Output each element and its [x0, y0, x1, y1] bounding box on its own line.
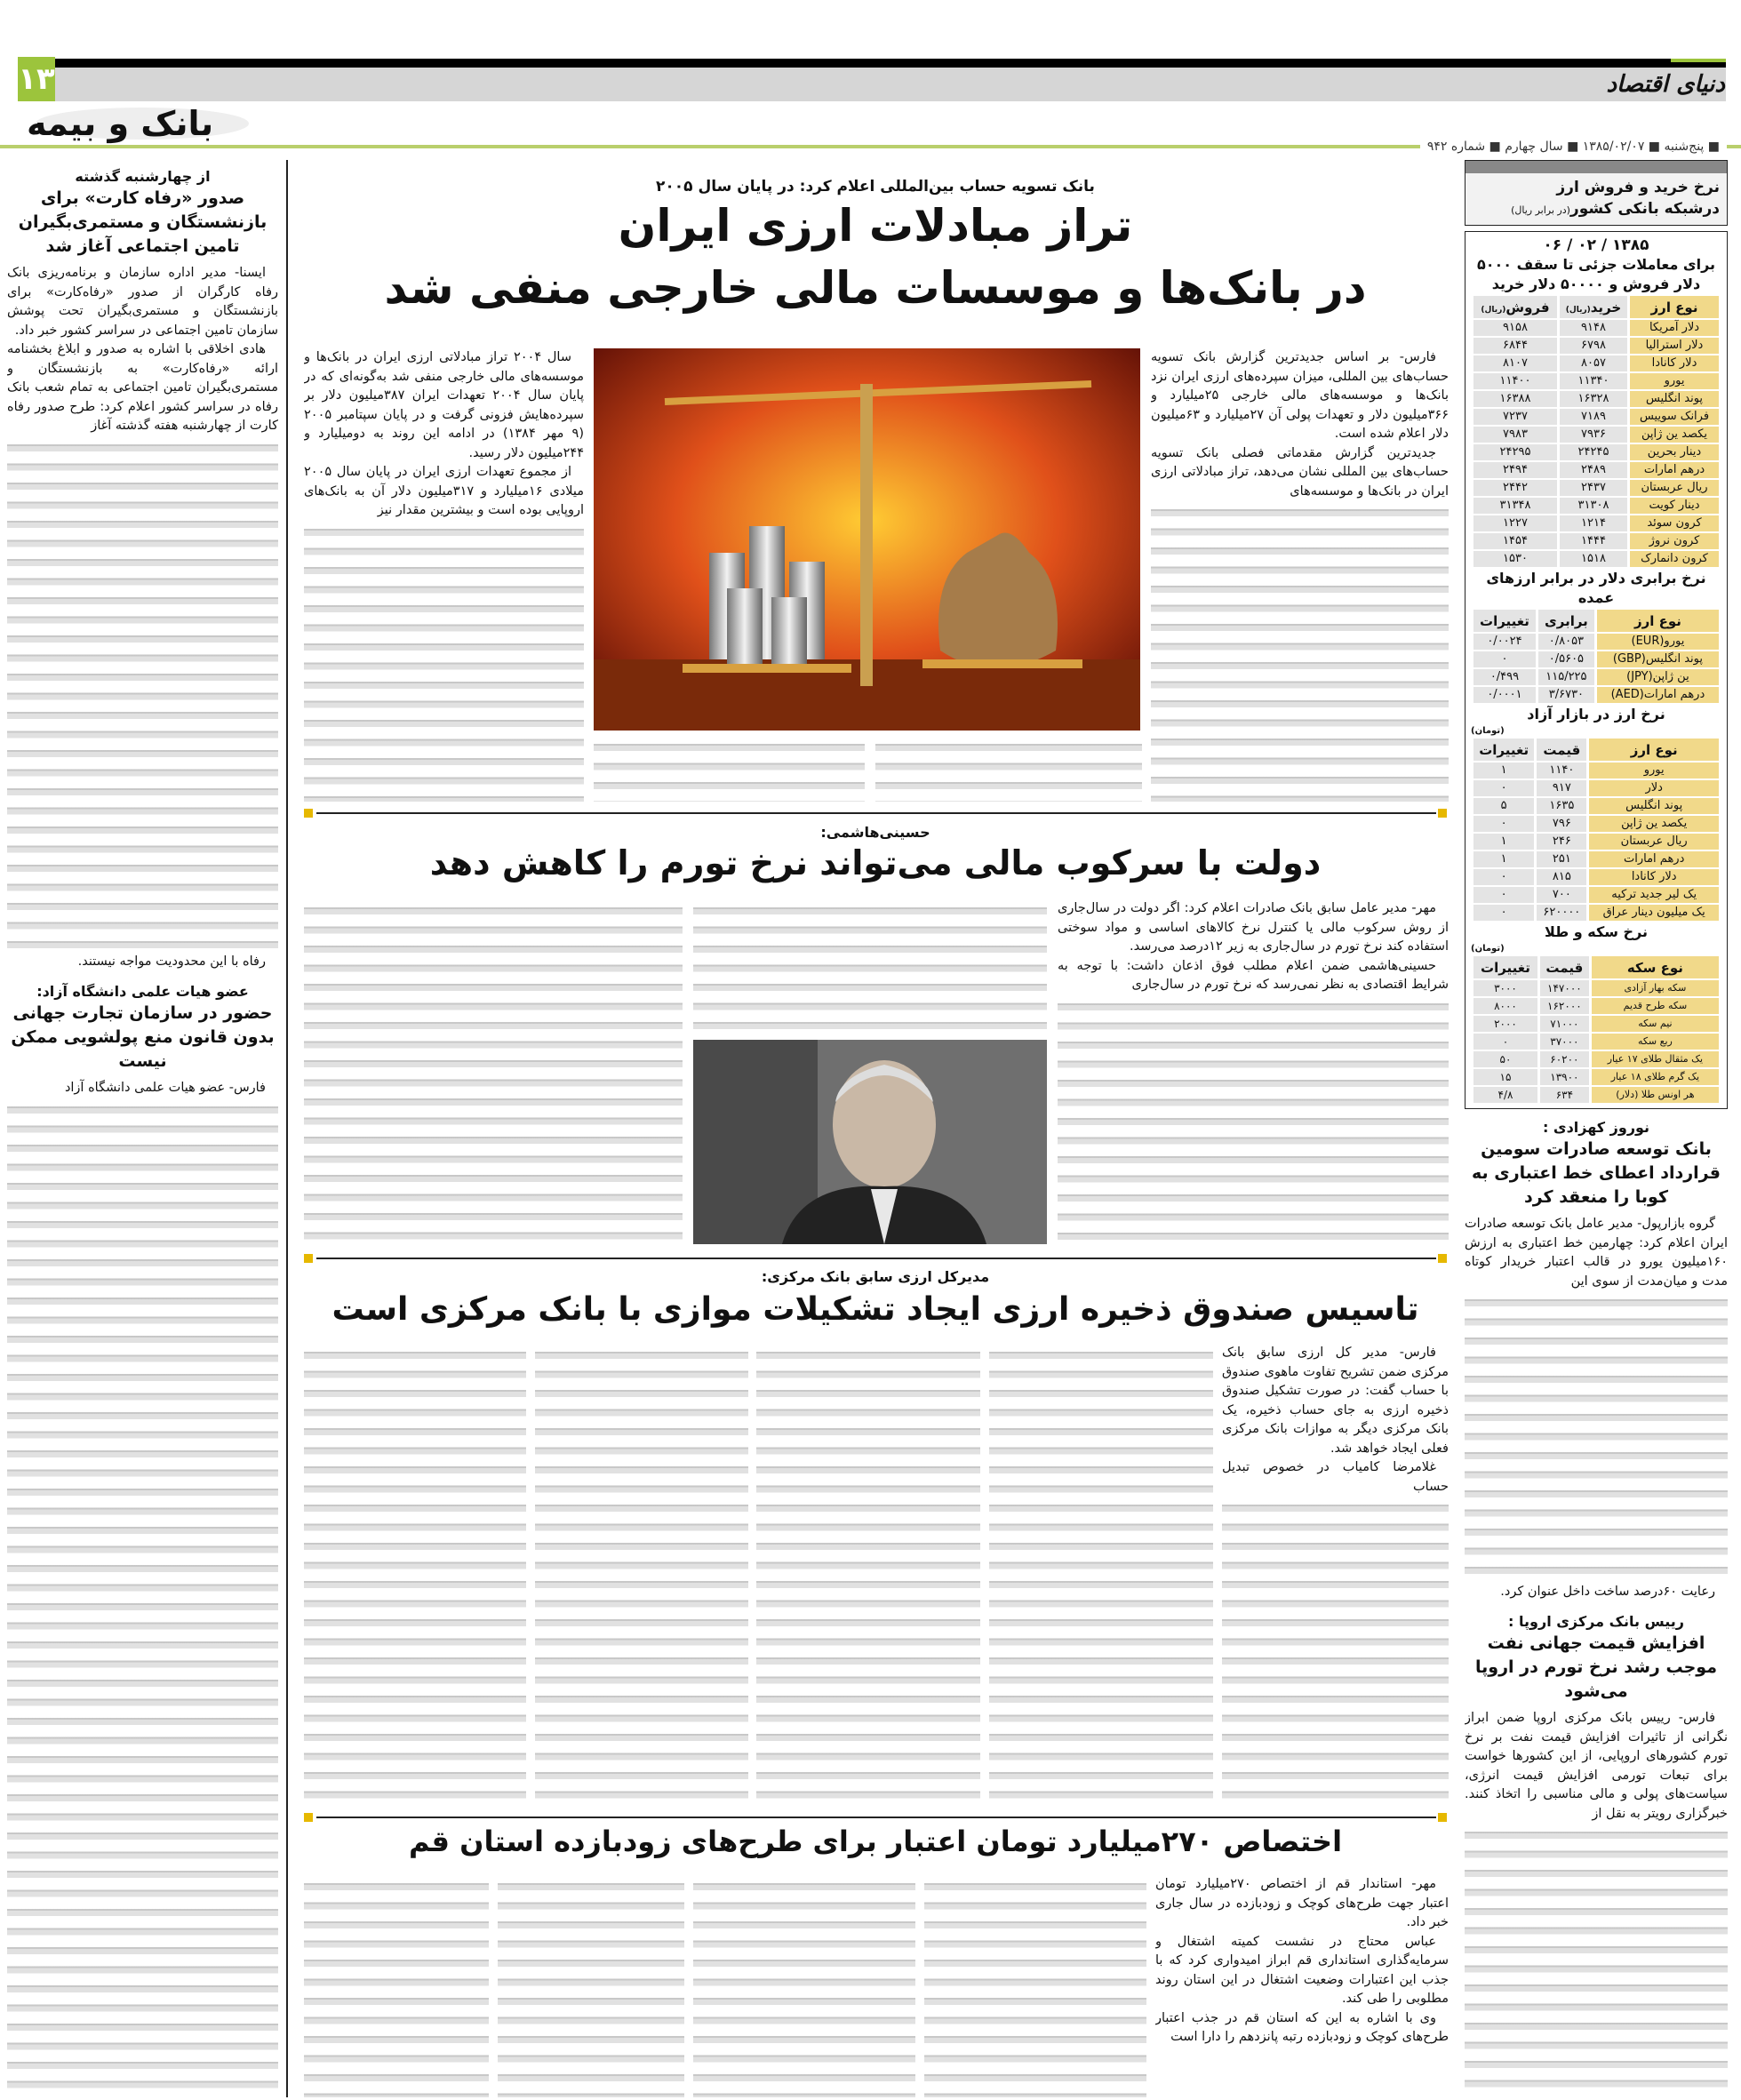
rate-value: ۰ [1473, 1034, 1537, 1050]
table-row [1473, 905, 1719, 921]
newspaper-logo: دنیای اقتصاد [1606, 71, 1725, 98]
table-row [1473, 634, 1719, 650]
paragraph: مهر- استاندار قم از اختصاص ۲۷۰میلیارد تومان اعتبار جهت طرح‌های کوچک و زودبازده در سال جاری خبر داد. [1155, 1877, 1449, 1929]
article-body-col [535, 1344, 748, 1806]
photo-scale-coins [594, 348, 1140, 731]
dateline: ■ پنج‌شنبه ■ ۱۳۸۵/۰۲/۰۷ ■ سال چهارم ■ شماره ۹۴۲ [1420, 138, 1727, 156]
article-kicker: عضو هیات علمی دانشگاه آزاد: [36, 983, 249, 1000]
article-cuba-credit [1465, 1118, 1728, 1601]
text-lines [304, 901, 683, 1246]
rate-value: ۱۴۵۴ [1473, 533, 1557, 549]
text-lines [756, 1345, 980, 1806]
rate-value: ۰ [1473, 887, 1534, 903]
table-row [1473, 391, 1719, 407]
rate-value: ۲۰۰۰ [1473, 1016, 1537, 1032]
photo-hosseini-hashemi [693, 1040, 1047, 1244]
col-header: برابری [1538, 610, 1594, 632]
article-kicker: نوروز کهزادی : [1542, 1119, 1650, 1136]
rate-value: ۱۲۱۴ [1560, 515, 1627, 531]
rate-value: ۸۰۰۰ [1473, 998, 1537, 1014]
rate-value: ۹۱۵۸ [1473, 320, 1557, 336]
rate-value: ۱۱۴۰ [1537, 763, 1586, 779]
article-headline: صدور «رفاه کارت» برای بازنشستگان و مستمری‌بگیران تامین اجتماعی آغاز شد [18, 188, 268, 256]
separator-marker [1438, 1254, 1447, 1263]
rates-date: ۱۳۸۵ / ۰۲ / ۰۶ [1543, 236, 1649, 254]
article-kicker: مدیرکل ارزی سابق بانک مرکزی: [761, 1268, 990, 1285]
table-row [1473, 444, 1719, 460]
rate-value: ۹۱۷ [1537, 780, 1586, 796]
rate-value: ۲۴۸۹ [1560, 462, 1627, 478]
table-row [1473, 355, 1719, 371]
rate-value: ۱۶۳۵ [1537, 798, 1586, 814]
table-row [1473, 1051, 1719, 1067]
currency-name: پوند انگلیس [1630, 391, 1719, 407]
rate-value: ۰/۵۶۰۵ [1538, 651, 1594, 667]
currency-name: هر اونس طلا (دلار) [1592, 1087, 1719, 1103]
rate-value: ۱۶۲۰۰۰ [1540, 998, 1589, 1014]
text-lines [693, 1877, 915, 2097]
currency-name: دلار کانادا [1630, 355, 1719, 371]
rate-value: ۱۴۴۴ [1560, 533, 1627, 549]
paragraph: عباس محتاج در نشست کمیته اشتغال و سرمایه‌گذاری استانداری قم ابراز امیدواری کرد که با جذب این اعتبارات وضعیت اشتغال در این استان روند مطلوبی را طی کند. [1155, 1934, 1449, 2006]
currency-name: دینار کویت [1630, 498, 1719, 514]
table-row [1473, 869, 1719, 885]
rate-value: ۸۱۰۷ [1473, 355, 1557, 371]
article-headline: اختصاص ۲۷۰میلیارد تومان اعتبار برای طرح‌های زودبازده استان قم [408, 1825, 1343, 1858]
rate-value: ۶۲۰۰۰۰ [1537, 905, 1586, 921]
right-column [1465, 160, 1728, 2096]
table-row [1473, 763, 1719, 779]
article-body-col [693, 899, 1047, 1033]
currency-name: یورو [1589, 763, 1719, 779]
table-row [1473, 338, 1719, 354]
rate-value: ۸۰۵۷ [1560, 355, 1627, 371]
rate-value: ۶۷۹۸ [1560, 338, 1627, 354]
table-row [1473, 409, 1719, 425]
rates-note: برای معاملات جزئی تا سقف ۵۰۰۰ دلار فروش و ۵۰۰۰۰ دلار خرید [1476, 256, 1716, 292]
table-row [1473, 816, 1719, 832]
rate-value: ۷۹۶ [1537, 816, 1586, 832]
article-oil-inflation [1465, 1612, 1728, 2096]
rate-value: ۶۰۲۰۰ [1540, 1051, 1589, 1067]
rate-value: ۱ [1473, 763, 1534, 779]
col-header: نوع ارز [1630, 296, 1719, 318]
article-separator [316, 812, 1436, 814]
article-headline: بانک توسعه صادرات سومین قرارداد اعطای خط اعتباری به کوبا را منعقد کرد [1472, 1139, 1721, 1207]
rate-value: ۷۲۳۷ [1473, 409, 1557, 425]
rate-value: ۰ [1473, 780, 1534, 796]
table-row [1473, 834, 1719, 850]
paragraph: مهر- مدیر عامل سابق بانک صادرات اعلام کرد: اگر دولت در سال‌جاری از روش سرکوب مالی یا کنترل نرخ کالاهای اساسی و مواد سوختی استفاده کند نرخ تورم در سال‌جاری به زیر ۱۲درصد می‌رسد. [1058, 901, 1449, 954]
article-headline-line2: در بانک‌ها و موسسات مالی خارجی منفی شد [384, 262, 1367, 314]
rate-value: ۰/۰۰۲۴ [1473, 634, 1536, 650]
rate-value: ۹۱۴۸ [1560, 320, 1627, 336]
article-money-laundering [7, 982, 278, 2096]
rate-value: ۲۴۴۲ [1473, 480, 1557, 496]
paragraph: رفاه با این محدودیت مواجه نیستند. [77, 954, 266, 969]
article-body-col [304, 899, 683, 1246]
table-row [1473, 551, 1719, 567]
col-header-label: خرید [1590, 299, 1622, 315]
paragraph: گروه بازارپول- مدیر عامل بانک توسعه صادرات ایران اعلام کرد: چهارمین خط اعتباری به ارزش ۱۶۰میلیون یورو در قالب اعتبار خریدار کوتاه مدت و میان‌مدت از سوی این [1465, 1217, 1728, 1289]
currency-name: یورو(EUR) [1597, 634, 1719, 650]
text-lines [1151, 503, 1449, 802]
paragraph: فارس- رییس بانک مرکزی اروپا ضمن ابراز نگرانی از تاثیرات افزایش قیمت نفت بر نرخ تورم کشورهای اروپایی، از این کشورها خواست برای تبعات تورمی افزایش قیمت انرژی، سیاست‌های پولی و مالی مناسبی را اتخاذ کنند. خبرگزاری رویتر به نقل از [1465, 1711, 1728, 1821]
table-row [1473, 887, 1719, 903]
article-kicker: بانک تسویه حساب بین‌المللی اعلام کرد: در پایان سال ۲۰۰۵ [656, 178, 1095, 196]
free-market-title: نرخ ارز در بازار آزاد [1527, 706, 1665, 723]
coin-table [1471, 954, 1721, 1105]
currency-name: سکه بهار آزادی [1592, 980, 1719, 996]
currency-name: کرون دانمارک [1630, 551, 1719, 567]
currency-name: فرانک سوییس [1630, 409, 1719, 425]
header-black-bar [55, 59, 1726, 68]
col-header: نوع سکه [1592, 956, 1719, 978]
paragraph: سال ۲۰۰۴ تراز مبادلاتی ارزی ایران در بانک‌ها و موسسه‌های مالی خارجی منفی شد به‌گونه‌ای که در پایان سال ۲۰۰۴ تعهدات ایران ۳۸۷میلیون دلار بر سپرده‌هایش فزونی گرفت و در پایان سپتامبر ۲۰۰۵ (۹ مهر ۱۳۸۴) در ادامه این روند به دومیلیارد و ۲۴۴میلیون دلار رسید. [304, 350, 584, 460]
rates-table-box [1465, 231, 1728, 1109]
table-row [1473, 780, 1719, 796]
table-row [1473, 651, 1719, 667]
rate-value: ۲۴۳۷ [1560, 480, 1627, 496]
article-headline: افزایش قیمت جهانی نفت موجب رشد نرخ تورم در اروپا می‌شود [1475, 1633, 1717, 1701]
rate-value: ۱۴۷۰۰۰ [1540, 980, 1589, 996]
text-lines [924, 1877, 1146, 2097]
rate-value: ۱۵۱۸ [1560, 551, 1627, 567]
table-row [1473, 1034, 1719, 1050]
text-lines [7, 438, 278, 953]
rate-value: ۲۵۱ [1537, 851, 1586, 867]
rate-value: ۲۴۲۹۵ [1473, 444, 1557, 460]
currency-name: یک میلیون دینار عراق [1589, 905, 1719, 921]
article-body [7, 1079, 278, 2096]
table-row [1473, 1069, 1719, 1085]
article-kicker: حسینی‌هاشمی: [820, 824, 930, 841]
rate-value: ۱۵ [1473, 1069, 1537, 1085]
rate-value: ۱۳۹۰۰ [1540, 1069, 1589, 1085]
table-row [1473, 980, 1719, 996]
rate-value: ۰ [1473, 869, 1534, 885]
article-body [1465, 1709, 1728, 2096]
rate-value: ۱۶۳۲۸ [1560, 391, 1627, 407]
currency-name: دلار کانادا [1589, 869, 1719, 885]
table-row [1473, 320, 1719, 336]
article-body-col [304, 1875, 489, 2097]
rate-value: ۶۸۴۴ [1473, 338, 1557, 354]
rate-value: ۰/۰۰۰۱ [1473, 687, 1536, 703]
article-body-col [875, 736, 1142, 802]
rate-value: ۱ [1473, 851, 1534, 867]
text-lines [304, 1877, 489, 2097]
currency-name: کرون نروژ [1630, 533, 1719, 549]
left-column [7, 167, 278, 2096]
table-row [1473, 515, 1719, 531]
rate-value: ۳۱۳۰۸ [1560, 498, 1627, 514]
separator-marker [1438, 809, 1447, 818]
rate-value: ۷۱۸۹ [1560, 409, 1627, 425]
separator-marker [304, 1813, 313, 1822]
text-lines [304, 523, 584, 802]
table-row [1473, 798, 1719, 814]
paragraph: ایسنا- مدیر اداره سازمان و برنامه‌ریزی بانک رفاه کارگران از صدور «رفاه‌کارت» برای بازنشستگان و مستمری‌بگیران تحت پوشش سازمان تامین اجتماعی در سراسر کشور خبر داد. [7, 266, 278, 338]
parity-title: نرخ برابری دلار در برابر ارزهای عمده [1486, 570, 1706, 606]
rate-value: ۰ [1473, 816, 1534, 832]
currency-name: پوند انگلیس [1589, 798, 1719, 814]
col-header: نوع ارز [1589, 739, 1719, 761]
article-body [1465, 1215, 1728, 1601]
paragraph: فارس- بر اساس جدیدترین گزارش بانک تسویه حساب‌های بین المللی، میزان سپرده‌های ارزی ایران نزد بانک‌ها و موسسه‌های مالی خارجی ۲۵میلیارد و ۳۶۶میلیون دلار و تعهدات پولی آن ۲۷میلیارد و ۶۳میلیون دلار اعلام شده است. [1151, 350, 1449, 441]
table-row [1473, 687, 1719, 703]
col-header: قیمت [1537, 739, 1586, 761]
article-body-col [1058, 899, 1449, 1246]
col-header: تغییرات [1473, 610, 1536, 632]
rate-value: ۸۱۵ [1537, 869, 1586, 885]
table-row [1473, 427, 1719, 443]
currency-name: یک مثقال طلای ۱۷ عیار [1592, 1051, 1719, 1067]
table-row [1473, 998, 1719, 1014]
rate-value: ۱۱۵/۲۲۵ [1538, 669, 1594, 685]
table-row [1473, 498, 1719, 514]
currency-name: دلار استرالیا [1630, 338, 1719, 354]
text-lines [875, 738, 1142, 802]
table-row [1473, 480, 1719, 496]
currency-name: یکصد ین ژاپن [1630, 427, 1719, 443]
coin-title: نرخ سکه و طلا [1544, 923, 1649, 940]
separator-marker [304, 1254, 313, 1263]
article-headline: حضور در سازمان تجارت جهانی بدون قانون منع پولشویی ممکن نیست [11, 1003, 275, 1071]
rate-value: ۱۲۲۷ [1473, 515, 1557, 531]
section-title: بانک و بیمه [27, 104, 214, 143]
header-gray-band [55, 68, 1726, 101]
rate-value: ۱۵۳۰ [1473, 551, 1557, 567]
article-kicker: رییس بانک مرکزی اروپا : [1508, 1613, 1684, 1630]
rates-title-line2: درشبکه بانکی کشور [1569, 200, 1720, 218]
rate-value: ۱۱۴۰۰ [1473, 373, 1557, 389]
article-body-col [693, 1875, 915, 2097]
paragraph: رعایت ۶۰درصد ساخت داخل عنوان کرد. [1500, 1584, 1715, 1599]
article-separator [316, 1258, 1436, 1259]
table-row [1473, 533, 1719, 549]
article-kicker: از چهارشنبه گذشته [75, 168, 211, 185]
currency-name: یک لیر جدید ترکیه [1589, 887, 1719, 903]
paragraph: فارس- مدیر کل ارزی سابق بانک مرکزی ضمن تشریح تفاوت ماهوی صندوق با حساب گفت: در صورت تشکیل صندوق ذخیره ارزی به جای حساب ذخیره، یک بانک مرکزی دیگر به موازات بانک مرکزی فعلی ایجاد خواهد شد. [1222, 1345, 1449, 1456]
article-body-col [989, 1344, 1213, 1806]
rate-value: ۲۴۲۴۵ [1560, 444, 1627, 460]
rate-value: ۳۷۰۰۰ [1540, 1034, 1589, 1050]
separator-marker [304, 809, 313, 818]
rate-value: ۵ [1473, 798, 1534, 814]
article-body-col [304, 348, 584, 802]
paragraph: از مجموع تعهدات ارزی ایران در پایان سال ۲۰۰۵ میلادی ۱۶میلیارد و ۳۱۷میلیون دلار آن به بانک‌های اروپایی بوده است و بیشترین مقدار نیز [304, 465, 584, 517]
article-headline: تاسیس صندوق ذخیره ارزی ایجاد تشکیلات موازی با بانک مرکزی است [331, 1291, 1419, 1328]
currency-name: یورو [1630, 373, 1719, 389]
rate-value: ۱ [1473, 834, 1534, 850]
col-header: نوع ارز [1597, 610, 1719, 632]
rate-value: ۴/۸ [1473, 1087, 1537, 1103]
article-headline: دولت با سرکوب مالی می‌تواند نرخ تورم را کاهش دهد [429, 843, 1322, 882]
rate-value: ۰/۸۰۵۳ [1538, 634, 1594, 650]
rate-value: ۷۱۰۰۰ [1540, 1016, 1589, 1032]
currency-name: کرون سوئد [1630, 515, 1719, 531]
text-lines [693, 901, 1047, 1033]
text-lines [7, 1100, 278, 2096]
rate-value: ۲۴۶ [1537, 834, 1586, 850]
rate-value: ۱۶۳۸۸ [1473, 391, 1557, 407]
currency-name: یکصد ین ژاپن [1589, 816, 1719, 832]
article-body-col [756, 1344, 980, 1806]
rate-value: ۳/۶۷۳۰ [1538, 687, 1594, 703]
currency-name: ربع سکه [1592, 1034, 1719, 1050]
article-refah-card [7, 167, 278, 971]
col-header: قیمت [1540, 956, 1589, 978]
rates-box-title [1465, 160, 1728, 226]
header-green-accent [1671, 59, 1726, 62]
rate-value: ۰/۴۹۹ [1473, 669, 1536, 685]
article-body-col [924, 1875, 1146, 2097]
table-row [1473, 669, 1719, 685]
bank-rates-table [1471, 294, 1721, 569]
table-row [1473, 1016, 1719, 1032]
paragraph: حسینی‌هاشمی ضمن اعلام مطلب فوق اذعان داشت: با توجه به شرایط اقتصادی به نظر نمی‌رسد که نرخ تورم در سال‌جاری [1058, 958, 1449, 992]
unit-label: (تومان) [1471, 726, 1505, 736]
rate-value: ۷۹۸۳ [1473, 427, 1557, 443]
currency-name: درهم امارات [1630, 462, 1719, 478]
text-lines [304, 1345, 526, 1806]
currency-name: دلار [1589, 780, 1719, 796]
rate-value: ۳۱۳۴۸ [1473, 498, 1557, 514]
separator-marker [1438, 1813, 1447, 1822]
article-body-col [1222, 1344, 1449, 1806]
currency-name: پوند انگلیس(GBP) [1597, 651, 1719, 667]
unit-label: (تومان) [1471, 944, 1505, 954]
article-body [7, 264, 278, 971]
rate-value: ۰ [1473, 651, 1536, 667]
text-lines [1058, 997, 1449, 1247]
rates-title-unit: (در برابر ریال) [1511, 204, 1570, 216]
currency-name: ین ژاپن(JPY) [1597, 669, 1719, 685]
paragraph: هادی اخلاقی با اشاره به صدور و ابلاغ بخشنامه ارائه «رفاه‌کارت» به بازنشستگان و مستمری‌بگیران تامین اجتماعی به تمام شعب بانک رفاه در سراسر کشور اعلام کرد: طرح صدور رفاه کارت از چهارشنبه هفته گذشته آغاز [7, 342, 278, 433]
rate-value: ۱۱۳۴۰ [1560, 373, 1627, 389]
currency-name: درهم امارات(AED) [1597, 687, 1719, 703]
currency-name: سکه طرح قدیم [1592, 998, 1719, 1014]
table-row [1473, 462, 1719, 478]
paragraph: غلامرضا کامیاب در خصوص تبدیل حساب [1222, 1460, 1449, 1494]
currency-name: ریال عربستان [1630, 480, 1719, 496]
rate-value: ۶۳۴ [1540, 1087, 1589, 1103]
col-header: تغییرات [1473, 739, 1534, 761]
currency-name: درهم امارات [1589, 851, 1719, 867]
rates-title-line1: نرخ خرید و فروش ارز [1556, 179, 1720, 196]
text-lines [498, 1877, 684, 2097]
col-header [1560, 296, 1627, 318]
col-header [1473, 296, 1557, 318]
article-body-col [1151, 348, 1449, 802]
article-headline: تراز مبادلات ارزی ایران [618, 200, 1133, 252]
paragraph: فارس- عضو هیات علمی دانشگاه آزاد [64, 1081, 266, 1095]
text-lines [1465, 1293, 1728, 1583]
currency-name: نیم سکه [1592, 1016, 1719, 1032]
col-header: تغییرات [1473, 956, 1537, 978]
article-body-col [1155, 1875, 1449, 2097]
table-row [1473, 851, 1719, 867]
currency-name: دینار بحرین [1630, 444, 1719, 460]
article-body-col [304, 1344, 526, 1806]
rate-value: ۰ [1473, 905, 1534, 921]
rate-value: ۷۹۳۶ [1560, 427, 1627, 443]
free-market-table [1471, 737, 1721, 922]
rate-value: ۳۰۰۰ [1473, 980, 1537, 996]
article-body-col [498, 1875, 684, 2097]
col-header-label: فروش [1505, 299, 1550, 315]
article-body-col [594, 736, 865, 802]
text-lines [1465, 1825, 1728, 2096]
unit-label: (ریال) [1481, 305, 1506, 315]
text-lines [535, 1345, 748, 1806]
text-lines [594, 738, 865, 802]
rate-value: ۲۴۹۴ [1473, 462, 1557, 478]
paragraph: جدیدترین گزارش مقدماتی فصلی بانک تسویه حساب‌های بین المللی نشان می‌دهد، تراز مبادلاتی ارزی ایران در بانک‌ها و موسسه‌های [1151, 445, 1449, 499]
paragraph: وی با اشاره به این که استان قم در جذب اعتبار طرح‌های کوچک و زودبازده رتبه پانزدهم را دارا است [1155, 2010, 1449, 2044]
text-lines [1222, 1498, 1449, 1806]
rate-value: ۷۰۰ [1537, 887, 1586, 903]
currency-name: دلار آمریکا [1630, 320, 1719, 336]
column-rule [286, 160, 288, 2097]
table-row [1473, 1087, 1719, 1103]
unit-label: (ریال) [1565, 305, 1591, 315]
currency-name: یک گرم طلای ۱۸ عیار [1592, 1069, 1719, 1085]
article-separator [316, 1817, 1436, 1818]
text-lines [989, 1345, 1213, 1806]
table-row [1473, 373, 1719, 389]
page-number: ۱۳ [18, 57, 55, 101]
rate-value: ۵۰ [1473, 1051, 1537, 1067]
parity-table [1471, 608, 1721, 705]
currency-name: ریال عربستان [1589, 834, 1719, 850]
